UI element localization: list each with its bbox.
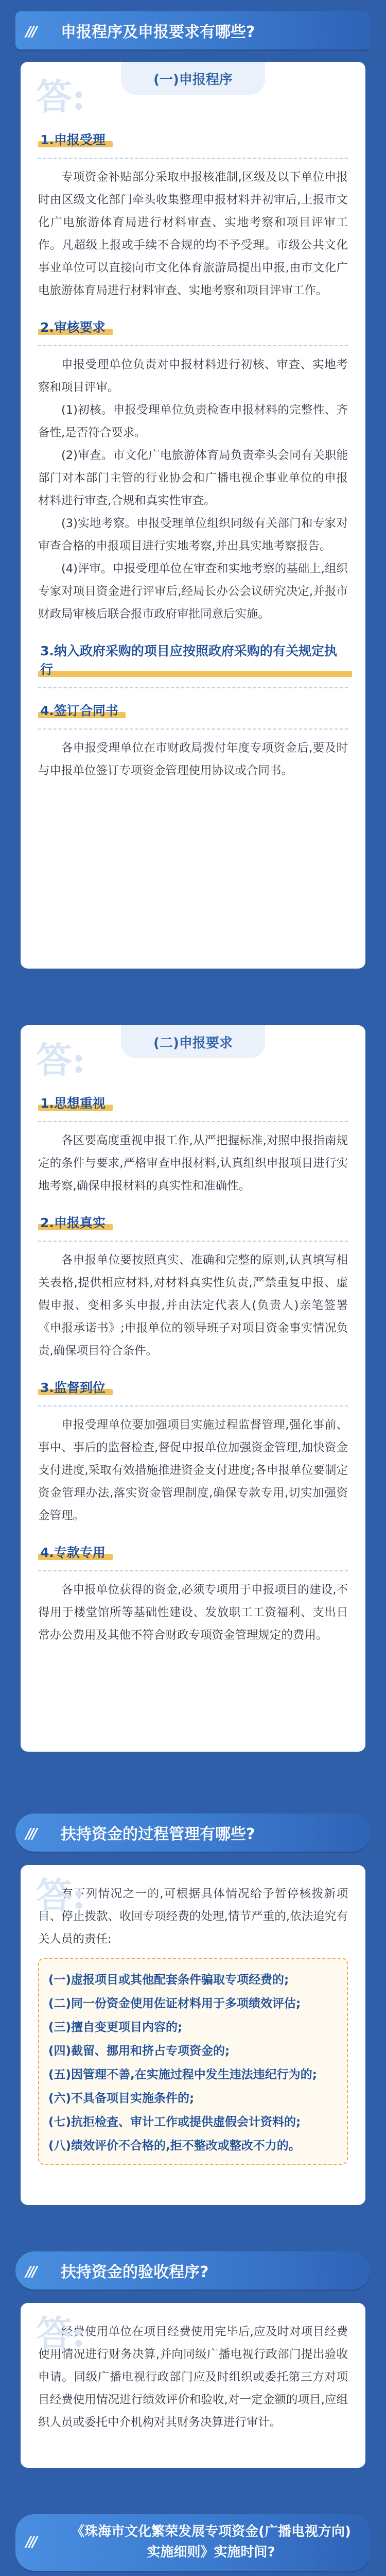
divider [38, 1567, 348, 1571]
answer-mark: 答: [36, 1874, 85, 1917]
slash-decor-icon: /// [26, 2533, 36, 2550]
procedure-heading-3: 3.纳入政府采购的项目应按照政府采购的有关规定执行 [38, 641, 348, 678]
acceptance-card [21, 2303, 365, 2468]
list-item: (一)虚报项目或其他配套条件骗取专项经费的; [48, 1973, 289, 1987]
list-item: (二)同一份资金使用佐证材料用于多项绩效评估; [48, 1997, 301, 2010]
answer-mark: 答: [36, 75, 85, 118]
procedure-text-2a: 申报受理单位负责对申报材料进行初核、审查、实地考察和项目评审。 [38, 358, 348, 394]
section4-title-line1: 《珠海市文化繁荣发展专项资金(广播电视方向) [71, 2524, 351, 2539]
section1-header [15, 11, 371, 49]
procedure-text-2c: (2)审查。市文化广电旅游体育局负责牵头会同有关职能部门对本部门主管的行业协会和广播电视企事业单位的申报材料进行审查,合规和真实性审查。 [38, 449, 348, 507]
procedure-text-1: 专项资金补贴部分采取申报核准制,区级及以下单位申报时由区级文化部门牵头收集整理申报材料并初审后,上报市文化广电旅游体育局进行材料审查、实地考察和项目评审工作。凡超级上报或手续不合规的均不予受理。市级公共文化事业单位可以直接向市文化体育旅游局提出申报,由市文化广电旅游体育局进行材料审查、实地考察和项目评审工作。 [38, 171, 348, 297]
answer-mark: 答: [36, 1039, 85, 1081]
slash-decor-icon: /// [26, 2263, 36, 2280]
divider [38, 1402, 348, 1406]
section4-header [15, 2514, 371, 2571]
slash-decor-icon: /// [26, 1825, 36, 1842]
list-item: (六)不具备项目实施条件的; [48, 2092, 195, 2105]
procedure-tab: (一)申报程序 [121, 62, 265, 95]
section3-title: 扶持资金的验收程序? [61, 2263, 209, 2281]
section2-header [15, 1814, 371, 1852]
requirement-text-2: 各申报单位要按照真实、准确和完整的原则,认真填写相关表格,提供相应材料,对材料真实性负责,严禁重复申报、虚假申报、变相多头申报,并由法定代表人(负责人)亲笔签署《申报承诺书》;申报单位的领导班子对项目资金事实情况负责,确保项目符合条件。 [38, 1253, 348, 1358]
acceptance-text: 经费使用单位在项目经费使用完毕后,应及时对项目经费使用情况进行财务决算,并向同级广播电视行政部门提出验收申请。同级广播电视行政部门应及时组织或委托第三方对项目经费使用情况进行绩效评价和验收,对一定金额的项目,应组织人员或委托中介机构对其财务决算进行审计。 [38, 2325, 348, 2429]
requirement-heading-1: 1.思想重视 [38, 1093, 348, 1112]
procedure-text-2d: (3)实地考察。申报受理单位组织同级有关部门和专家对审查合格的申报项目进行实地考察,并出具实地考察报告。 [38, 517, 348, 553]
answer-mark: 答: [36, 2312, 85, 2355]
divider [38, 1238, 348, 1242]
list-item: (四)截留、挪用和挤占专项资金的; [48, 2044, 230, 2058]
procedure-heading-2: 2.审核要求 [38, 317, 348, 336]
list-item: (三)擅自变更项目内容的; [48, 2021, 183, 2034]
divider [38, 684, 348, 688]
process-card [21, 1865, 365, 2205]
list-item: (五)因管理不善,在实施过程中发生违法违纪行为的; [48, 2068, 317, 2081]
requirement-text-3: 申报受理单位要加强项目实施过程监督管理,强化事前、事中、事后的监督检查,督促申报单位加强资金管理,加快资金支付进度,采取有效措施推进资金支付进度;各申报单位要制定资金管理办法,落实资金管理制度,确保专款专用,切实加强资金管理。 [38, 1418, 348, 1522]
process-intro: 有下列情况之一的,可根据具体情况给予暂停核拨新项目、停止拨款、收回专项经费的处理,情节严重的,依法追究有关人员的责任: [38, 1887, 348, 1946]
list-item: (七)抗拒检查、审计工作或提供虚假会计资料的; [48, 2115, 301, 2129]
divider [38, 725, 348, 730]
section4-title-line2: 实施细则》实施时间? [147, 2545, 275, 2560]
requirement-heading-3: 3.监督到位 [38, 1378, 348, 1396]
divider [38, 342, 348, 346]
procedure-card [21, 62, 365, 969]
section1-title: 申报程序及申报要求有哪些? [61, 23, 255, 41]
procedure-text-2e: (4)评审。申报受理单位在审查和实地考察的基础上,组织专家对项目资金进行评审后,经局长办公会议研究决定,并报市财政局审核后联合报市政府审批同意后实施。 [38, 562, 348, 621]
violation-list [38, 1958, 348, 2165]
requirements-card [21, 1025, 365, 1752]
procedure-heading-1: 1.申报受理 [38, 130, 348, 148]
procedure-text-2b: (1)初核。申报受理单位负责检查申报材料的完整性、齐备性,是否符合要求。 [38, 403, 348, 439]
requirement-heading-2: 2.申报真实 [38, 1213, 348, 1231]
procedure-text-4: 各申报受理单位在市财政局拨付年度专项资金后,要及时与申报单位签订专项资金管理使用协议或合同书。 [38, 741, 348, 777]
requirements-tab: (二)申报要求 [121, 1025, 265, 1058]
divider [38, 155, 348, 159]
procedure-heading-4: 4.签订合同书 [38, 701, 348, 719]
section2-title: 扶持资金的过程管理有哪些? [61, 1825, 255, 1843]
requirement-text-4: 各申报单位获得的资金,必须专项用于申报项目的建设,不得用于楼堂馆所等基础性建设、发放职工工资福利、支出日常办公费用及其他不符合财政专项资金管理规定的费用。 [38, 1583, 348, 1642]
section3-header [15, 2251, 371, 2290]
list-item: (八)绩效评价不合格的,拒不整改或整改不力的。 [48, 2139, 301, 2153]
requirement-text-1: 各区要高度重视申报工作,从严把握标准,对照申报指南规定的条件与要求,严格审查申报材料,认真组织申报项目进行实地考察,确保申报材料的真实性和准确性。 [38, 1134, 348, 1193]
slash-decor-icon: /// [26, 23, 36, 40]
requirement-heading-4: 4.专款专用 [38, 1543, 348, 1561]
divider [38, 1118, 348, 1122]
